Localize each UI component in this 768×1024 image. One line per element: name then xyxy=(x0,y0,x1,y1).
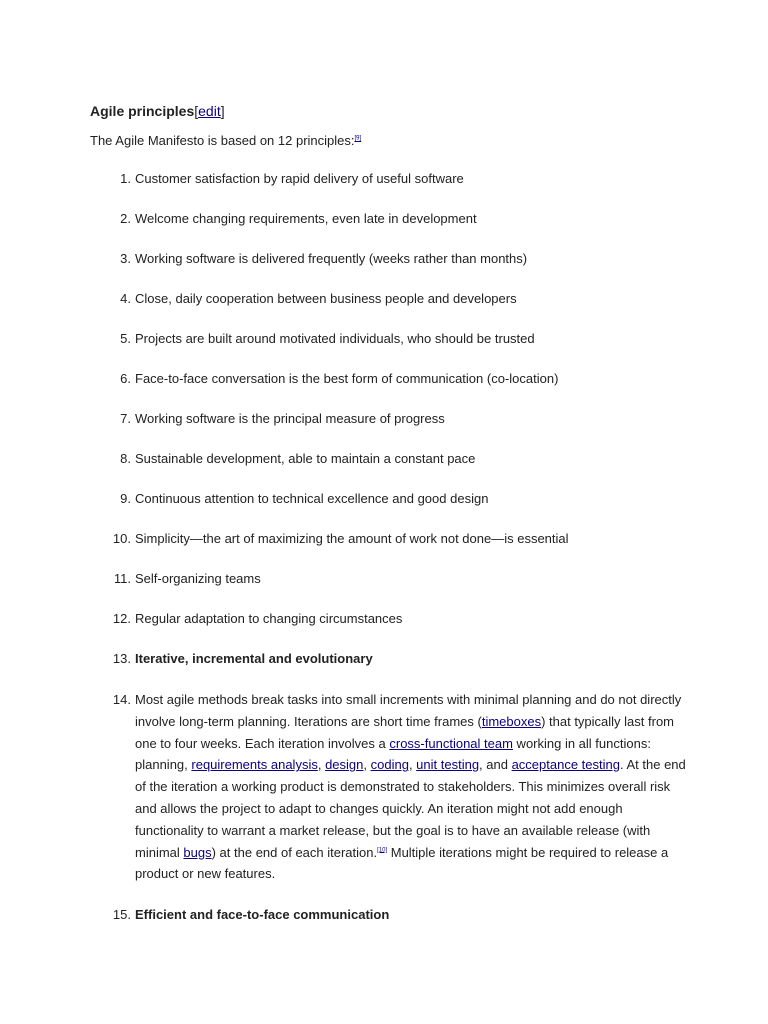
list-item-text: Sustainable development, able to maintain a constant pace xyxy=(135,451,476,466)
list-item-text: Regular adaptation to changing circumstances xyxy=(135,611,403,626)
article-body xyxy=(90,101,690,945)
iteration-paragraph xyxy=(135,692,686,881)
list-item-number: 13. xyxy=(112,651,131,666)
paragraph-text: Most agile methods break tasks into small increments with minimal planning and do not directly involve long-term planning. Iterations are short time frames ( xyxy=(135,692,682,729)
list-item-number: 8. xyxy=(120,451,131,466)
paragraph-text: , and xyxy=(479,757,512,773)
list-item-heading xyxy=(90,905,690,925)
list-item-number: 1. xyxy=(120,171,131,186)
cross-functional-team-link[interactable]: cross-functional team xyxy=(389,735,513,751)
unit-testing-link[interactable]: unit testing xyxy=(416,757,480,773)
list-item-heading-text: Iterative, incremental and evolutionary xyxy=(135,651,373,666)
bugs-link[interactable]: bugs xyxy=(183,844,212,860)
list-item-paragraph xyxy=(90,689,690,885)
paragraph-text: , xyxy=(363,757,371,773)
list-item-text: Continuous attention to technical excellence and good design xyxy=(135,491,489,506)
edit-section-link[interactable]: edit xyxy=(198,103,221,119)
list-item-text: Self-organizing teams xyxy=(135,571,261,586)
intro-paragraph xyxy=(90,131,690,151)
list-item xyxy=(90,209,690,229)
list-item-number: 12. xyxy=(112,611,131,626)
list-item xyxy=(90,369,690,389)
paragraph-text: working in all functions: planning, xyxy=(135,735,651,773)
list-item xyxy=(90,609,690,629)
citation-link[interactable]: [9] xyxy=(354,135,362,142)
edit-bracket-open: [ xyxy=(194,103,199,119)
timeboxes-link[interactable]: timeboxes xyxy=(481,713,542,729)
citation-link[interactable]: [10] xyxy=(377,847,388,854)
list-item-number: 6. xyxy=(120,371,131,386)
list-item xyxy=(90,249,690,269)
acceptance-testing-link[interactable]: acceptance testing xyxy=(511,757,620,773)
design-link[interactable]: design xyxy=(325,757,364,773)
list-item-number: 5. xyxy=(120,331,131,346)
list-item-number: 10. xyxy=(112,531,131,546)
list-item xyxy=(90,489,690,509)
edit-section-link-wrapper xyxy=(194,103,224,119)
list-item-text: Working software is delivered frequently (weeks rather than months) xyxy=(135,251,528,266)
list-item xyxy=(90,329,690,349)
coding-link[interactable]: coding xyxy=(370,757,409,773)
list-item-text: Simplicity—the art of maximizing the amount of work not done—is essential xyxy=(135,531,569,546)
requirements-analysis-link[interactable]: requirements analysis xyxy=(191,757,318,773)
paragraph-text: ) that typically last from one to four weeks. Each iteration involves a xyxy=(135,713,675,751)
list-item xyxy=(90,569,690,589)
paragraph-text: ) at the end of each iteration. xyxy=(211,844,378,860)
list-item-heading xyxy=(90,649,690,669)
list-item-text: Customer satisfaction by rapid delivery of useful software xyxy=(135,171,464,186)
list-item xyxy=(90,289,690,309)
list-item-text: Welcome changing requirements, even late in development xyxy=(135,211,477,226)
paragraph-text: . At the end of the iteration a working product is demonstrated to stakeholders. This minimizes overall risk and allows the project to adapt to changes quickly. An iteration might not add enough functionality to warrant a market release, but the goal is to have an available release (with minimal xyxy=(135,757,686,860)
list-item-number: 14. xyxy=(112,692,131,707)
paragraph-text: , xyxy=(317,757,326,773)
list-item-text: Close, daily cooperation between business people and developers xyxy=(135,291,517,306)
list-item-number: 3. xyxy=(120,251,131,266)
list-item xyxy=(90,529,690,549)
section-heading xyxy=(90,101,690,121)
list-item-number: 15. xyxy=(112,907,131,923)
paragraph-text: , xyxy=(408,757,417,773)
list-item-text: Working software is the principal measure of progress xyxy=(135,411,445,426)
list-item-heading-text: Efficient and face-to-face communication xyxy=(135,907,390,923)
list-item-number: 2. xyxy=(120,211,131,226)
list-item xyxy=(90,409,690,429)
section-title: Agile principles xyxy=(90,103,195,119)
list-item-text: Projects are built around motivated individuals, who should be trusted xyxy=(135,331,535,346)
list-item-number: 11. xyxy=(113,571,131,586)
paragraph-text: Multiple iterations might be required to release a product or new features. xyxy=(135,844,669,882)
list-item xyxy=(90,449,690,469)
list-item xyxy=(90,169,690,189)
list-item-number: 7. xyxy=(120,411,131,426)
list-item-number: 4. xyxy=(120,291,131,306)
intro-text: The Agile Manifesto is based on 12 principles: xyxy=(90,133,355,148)
list-item-text: Face-to-face conversation is the best form of communication (co-location) xyxy=(135,371,559,386)
list-item-number: 9. xyxy=(120,491,131,506)
principles-list xyxy=(90,169,690,925)
edit-bracket-close: ] xyxy=(220,103,225,119)
